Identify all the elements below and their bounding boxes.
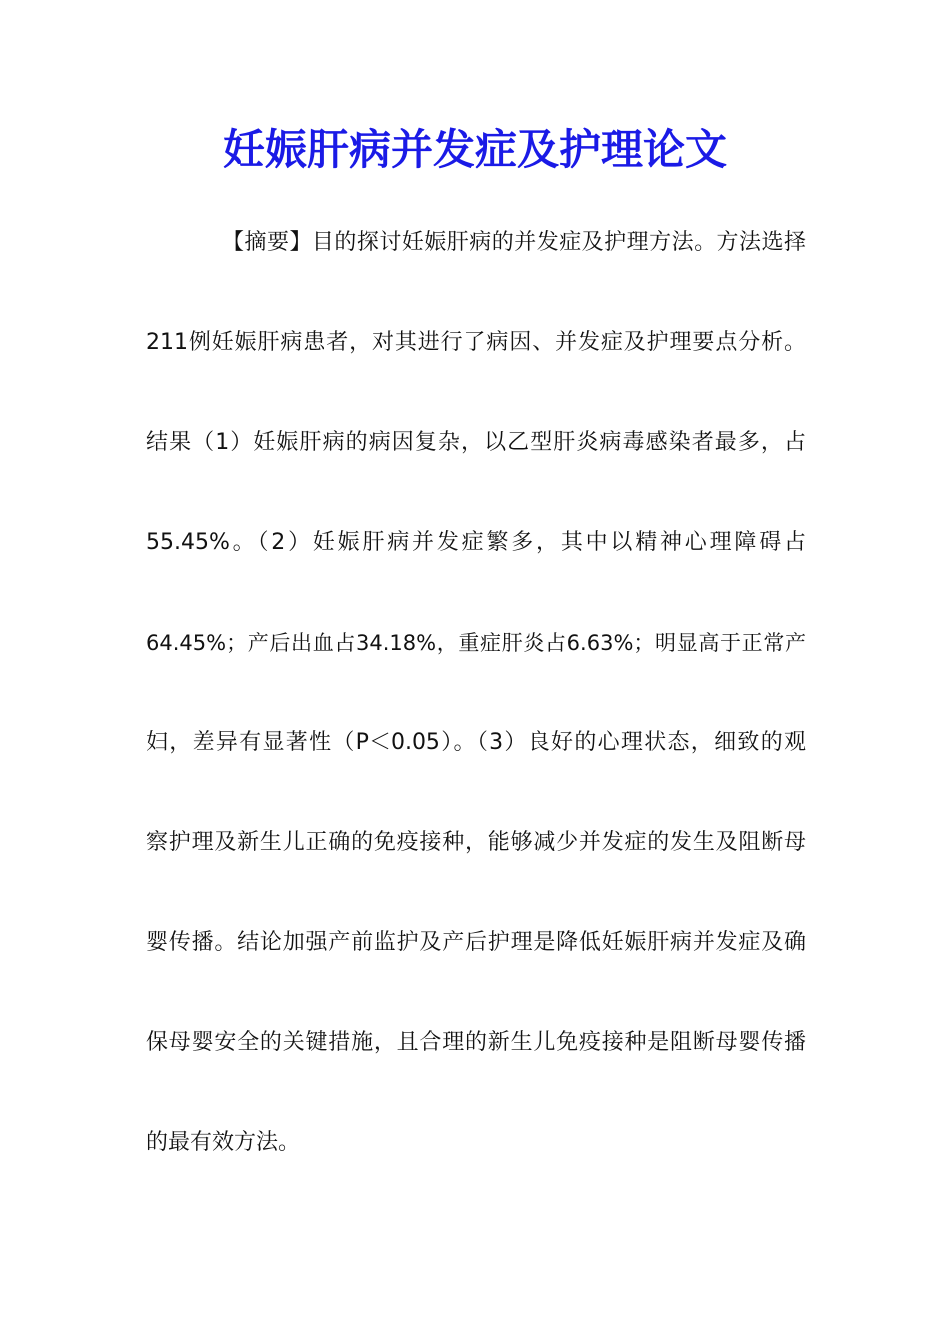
abstract-line: 察护理及新生儿正确的免疫接种，能够减少并发症的发生及阻断母 xyxy=(146,830,806,855)
abstract-line: 的最有效方法。 xyxy=(146,1130,301,1155)
abstract-line: 211例妊娠肝病患者，对其进行了病因、并发症及护理要点分析。 xyxy=(146,330,806,355)
abstract-line: 妇，差异有显著性（P＜0.05）。（3）良好的心理状态，细致的观 xyxy=(146,730,807,755)
abstract-line: 结果（1）妊娠肝病的病因复杂，以乙型肝炎病毒感染者最多，占 xyxy=(146,430,806,455)
abstract-paragraph xyxy=(146,215,806,1215)
abstract-line: 保母婴安全的关键措施，且合理的新生儿免疫接种是阻断母婴传播 xyxy=(146,1030,806,1055)
abstract-line: 55.45%。（2）妊娠肝病并发症繁多，其中以精神心理障碍占 xyxy=(146,530,806,555)
abstract-line: 婴传播。结论加强产前监护及产后护理是降低妊娠肝病并发症及确 xyxy=(146,930,806,955)
abstract-line: 64.45%；产后出血占34.18%，重症肝炎占6.63%；明显高于正常产 xyxy=(146,631,806,655)
abstract-line: 【摘要】目的探讨妊娠肝病的并发症及护理方法。方法选择 xyxy=(222,230,806,255)
document-title: 妊娠肝病并发症及护理论文 xyxy=(222,125,727,174)
